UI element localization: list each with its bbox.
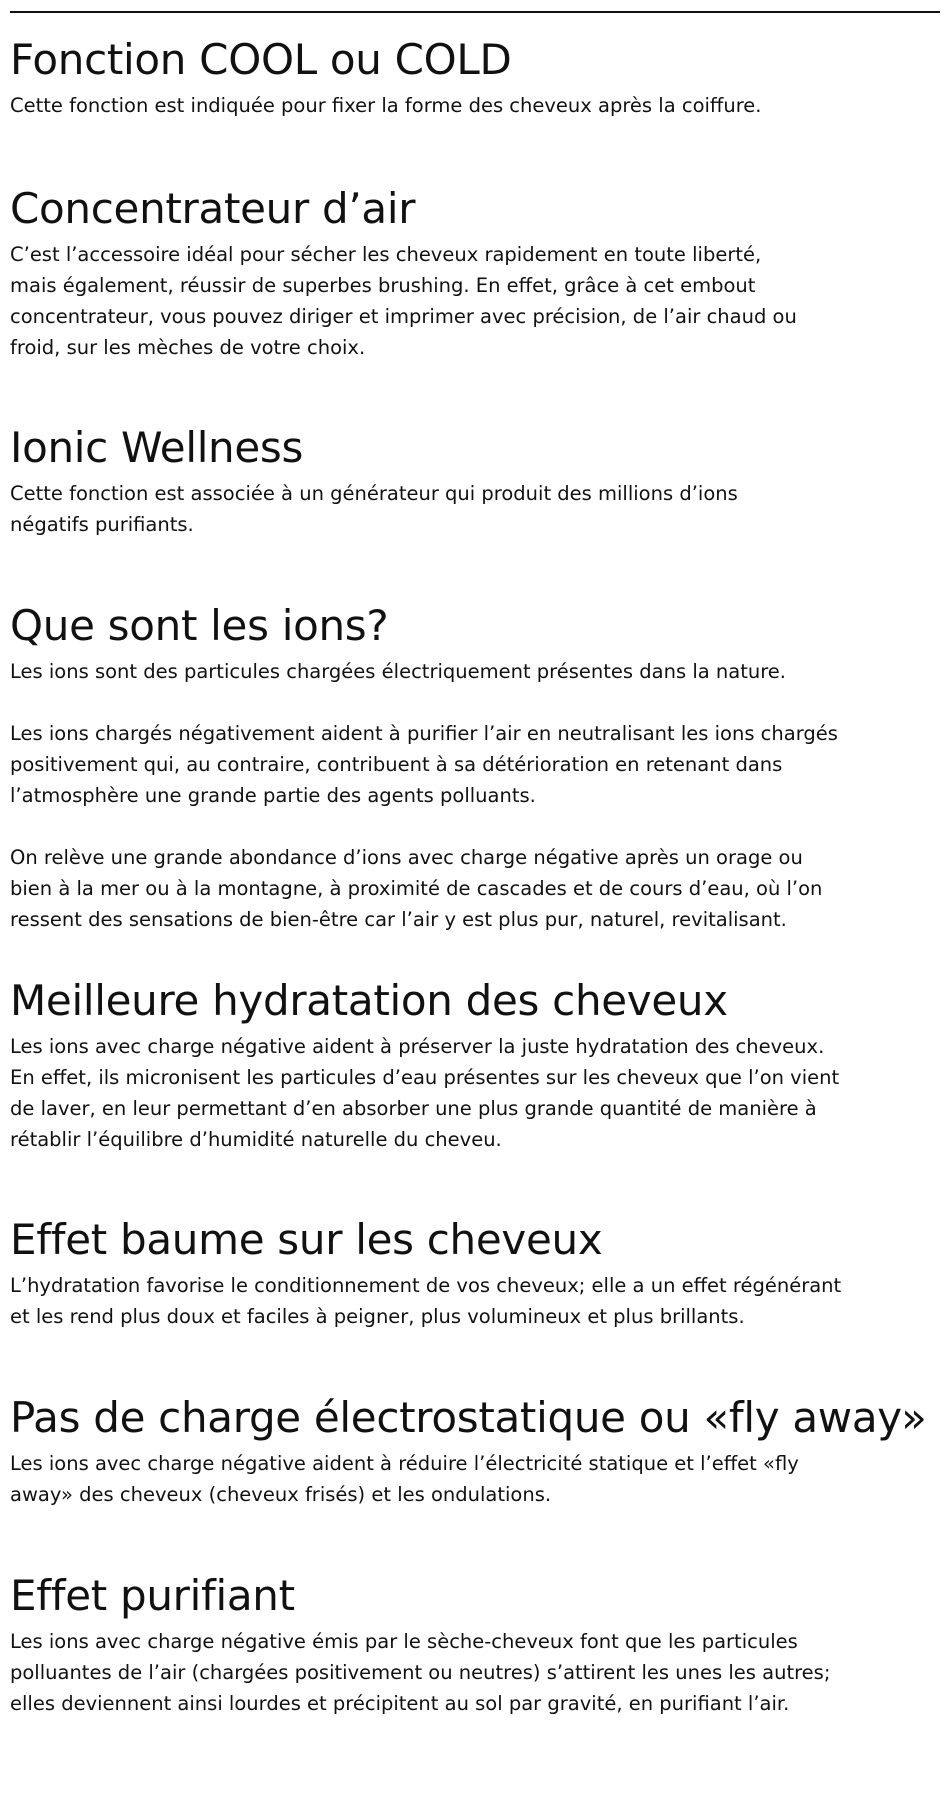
section-title: Effet baume sur les cheveux: [10, 1215, 603, 1264]
section-title: Pas de charge électrostatique ou «fly away»: [10, 1393, 927, 1442]
text-line: de laver, en leur permettant d’en absorber une plus grande quantité de manière à: [10, 1097, 817, 1120]
section-title: Fonction COOL ou COLD: [10, 35, 512, 84]
text-line: away» des cheveux (cheveux frisés) et les ondulations.: [10, 1483, 552, 1506]
section-title: Concentrateur d’air: [10, 184, 416, 233]
section-paragraph: [10, 656, 940, 687]
text-line: positivement qui, au contraire, contribuent à sa détérioration en retenant dans: [10, 753, 783, 776]
text-line: L’hydratation favorise le conditionnement de vos cheveux; elle a un effet régénérant: [10, 1274, 842, 1297]
section-que-sont-les-ions: [10, 601, 940, 935]
text-line: En effet, ils micronisent les particules d’eau présentes sur les cheveux que l’on vient: [10, 1066, 840, 1089]
text-line: On relève une grande abondance d’ions avec charge négative après un orage ou: [10, 846, 803, 869]
text-line: Les ions sont des particules chargées électriquement présentes dans la nature.: [10, 660, 786, 683]
section-paragraph: [10, 478, 940, 540]
section-fly-away: [10, 1393, 940, 1510]
text-line: polluantes de l’air (chargées positivement ou neutres) s’attirent les unes les autres;: [10, 1661, 831, 1684]
text-line: ressent des sensations de bien-être car l’air y est plus pur, naturel, revitalisant.: [10, 908, 787, 931]
text-line: Les ions chargés négativement aident à purifier l’air en neutralisant les ions chargés: [10, 722, 838, 745]
section-paragraph: [10, 1031, 940, 1155]
top-divider: [10, 11, 940, 13]
text-line: l’atmosphère une grande partie des agents polluants.: [10, 784, 536, 807]
section-effet-purifiant: [10, 1571, 940, 1719]
section-paragraph: [10, 90, 940, 121]
text-line: rétablir l’équilibre d’humidité naturelle du cheveu.: [10, 1128, 502, 1151]
section-paragraph: [10, 718, 940, 811]
text-line: Cette fonction est associée à un générateur qui produit des millions d’ions: [10, 482, 738, 505]
text-line: Les ions avec charge négative aident à réduire l’électricité statique et l’effet «fly: [10, 1452, 799, 1475]
text-line: Cette fonction est indiquée pour fixer la forme des cheveux après la coiffure.: [10, 94, 762, 117]
section-effet-baume: [10, 1215, 940, 1332]
text-line: Les ions avec charge négative émis par le sèche-cheveux font que les particules: [10, 1630, 798, 1653]
section-concentrateur: [10, 184, 940, 363]
text-line: mais également, réussir de superbes brushing. En effet, grâce à cet embout: [10, 274, 756, 297]
text-line: elles deviennent ainsi lourdes et précipitent au sol par gravité, en purifiant l’air.: [10, 1692, 790, 1715]
section-ionic-wellness: [10, 423, 940, 540]
text-line: C’est l’accessoire idéal pour sécher les cheveux rapidement en toute liberté,: [10, 243, 762, 266]
text-line: Les ions avec charge négative aident à préserver la juste hydratation des cheveux.: [10, 1035, 825, 1058]
section-title: Meilleure hydratation des cheveux: [10, 976, 728, 1025]
text-line: concentrateur, vous pouvez diriger et imprimer avec précision, de l’air chaud ou: [10, 305, 797, 328]
text-line: et les rend plus doux et faciles à peigner, plus volumineux et plus brillants.: [10, 1305, 745, 1328]
section-paragraph: [10, 1448, 940, 1510]
text-line: bien à la mer ou à la montagne, à proximité de cascades et de cours d’eau, où l’on: [10, 877, 823, 900]
section-paragraph: [10, 1270, 940, 1332]
section-title: Que sont les ions?: [10, 601, 389, 650]
text-line: négatifs purifiants.: [10, 513, 194, 536]
text-line: froid, sur les mèches de votre choix.: [10, 336, 366, 359]
section-title: Effet purifiant: [10, 1571, 295, 1620]
section-paragraph: [10, 842, 940, 935]
section-paragraph: [10, 1626, 940, 1719]
section-fonction-cool: [10, 35, 940, 121]
section-meilleure-hydratation: [10, 976, 940, 1155]
section-paragraph: [10, 239, 940, 363]
section-title: Ionic Wellness: [10, 423, 304, 472]
